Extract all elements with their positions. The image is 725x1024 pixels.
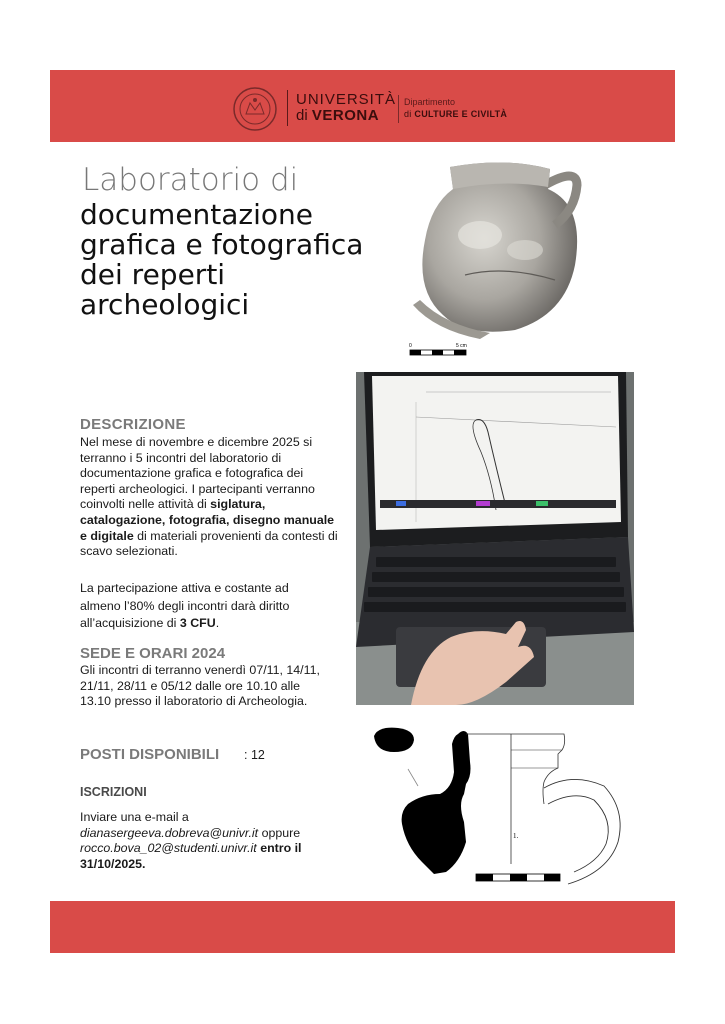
ceramic-jar-photo <box>405 155 605 340</box>
pottery-profile-drawing <box>368 724 630 886</box>
registration-text: Inviare una e-mail a dianasergeeva.dobreva@univr.it oppure rocco.bova_02@studenti.univr.it entro il 31/10/2025. <box>80 810 302 871</box>
seats-heading: POSTI DISPONIBILI <box>80 746 220 763</box>
email-link-1[interactable]: dianasergeeva.dobreva@univr.it <box>80 825 259 840</box>
scale-start-label: 0 <box>409 343 412 349</box>
drawing-number-label: 1. <box>513 832 519 840</box>
schedule-heading: SEDE E ORARI 2024 <box>80 645 226 662</box>
logo-divider <box>287 90 288 126</box>
department-label: Dipartimento <box>404 97 456 107</box>
seats-value: : 12 <box>244 748 265 762</box>
laptop-drawing-photo <box>356 372 634 705</box>
title-lead: Laboratorio di <box>82 162 299 198</box>
department-name: di CULTURE E CIVILTÀ <box>404 109 508 119</box>
email-link-2[interactable]: rocco.bova_02@studenti.univr.it <box>80 841 257 856</box>
university-seal-icon <box>232 86 278 132</box>
scale-end-label: 5 cm <box>456 343 467 349</box>
jar-scale-bar <box>408 341 468 357</box>
registration-heading: ISCRIZIONI <box>80 785 147 799</box>
dept-divider <box>398 95 399 123</box>
university-name-line2: di VERONA <box>296 107 380 124</box>
university-name-line1: UNIVERSITÀ <box>296 91 397 108</box>
description-heading: DESCRIZIONE <box>80 416 186 433</box>
schedule-text: Gli incontri di terranno venerdì 07/11, 14/11, 21/11, 28/11 e 05/12 dalle ore 10.10 alle 13.10 presso il laboratorio di Archeologia. <box>80 663 320 709</box>
description-paragraph: Nel mese di novembre e dicembre 2025 si terranno i 5 incontri del laboratorio di documentazione grafica e fotografica dei reperti archeologici. I partecipanti verranno coinvolti nelle attività di siglatura, catalogazione, fotografia, disegno manuale e digitale di materiali provenienti da contesti di scavo selezionati. <box>80 435 338 559</box>
page-title: documentazione grafica e fotografica dei reperti archeologici <box>80 198 364 321</box>
cfu-paragraph: La partecipazione attiva e costante ad almeno l’80% degli incontri darà diritto all’acquisizione di 3 CFU. <box>80 581 290 630</box>
footer-band <box>50 901 675 953</box>
